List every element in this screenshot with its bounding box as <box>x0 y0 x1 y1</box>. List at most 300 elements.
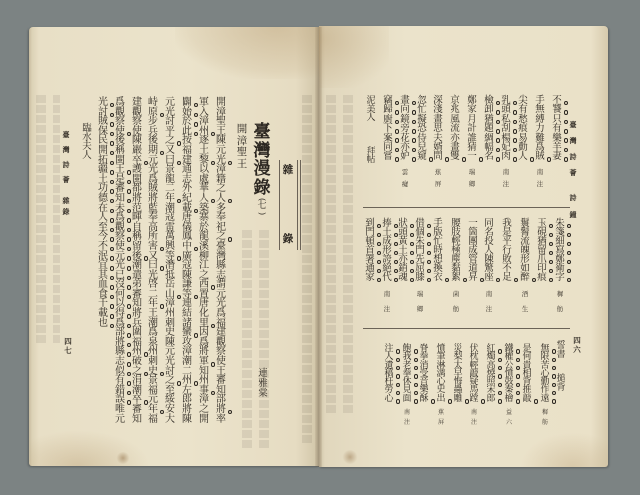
glyph: 光 <box>216 298 226 310</box>
article-title <box>251 123 273 197</box>
glyph: 昇 <box>466 273 480 282</box>
glyph: 福 <box>148 413 158 425</box>
tier-divider-lower <box>363 328 570 329</box>
poem-line <box>538 345 552 403</box>
glyph: 酥 <box>417 395 431 403</box>
glyph: 淺 <box>433 104 443 116</box>
glyph: 福 <box>148 384 158 396</box>
glyph: 蹚 <box>467 395 481 403</box>
glyph: 同 <box>484 218 494 229</box>
glyph: 將 <box>115 336 125 348</box>
poem-line <box>520 345 534 403</box>
topic-title-first <box>554 342 568 360</box>
glyph: 人 <box>199 192 209 204</box>
poet-name <box>400 408 414 428</box>
glyph: 投 <box>484 236 494 247</box>
glyph: 鐘 <box>569 210 577 219</box>
poet-name <box>553 287 567 317</box>
glyph: 兒 <box>417 141 427 153</box>
glyph: 箇 <box>468 227 478 238</box>
glyph: 拳 <box>419 352 429 363</box>
glyph: 護 <box>132 164 142 176</box>
glyph: 平 <box>502 236 512 247</box>
glyph: 易 <box>518 132 528 144</box>
glyph: 疑 <box>469 377 479 388</box>
glyph: 山 <box>165 288 175 300</box>
glyph: 賊 <box>533 152 547 161</box>
glyph: 州 <box>199 125 209 137</box>
glyph: 建 <box>182 154 192 166</box>
glyph: 帖 <box>366 155 376 165</box>
glyph: 爲 <box>216 308 226 320</box>
glyph: 門 <box>363 228 377 237</box>
poem-line <box>415 96 429 162</box>
glyph: 龍 <box>165 173 175 185</box>
glyph: 軍 <box>199 356 209 368</box>
running-header-publication <box>60 127 72 187</box>
poem-line <box>382 345 396 403</box>
glyph: 漳 <box>199 116 209 128</box>
glyph: 拓 <box>98 154 108 166</box>
glyph: 王 <box>115 164 125 176</box>
poem-line <box>484 345 498 403</box>
glyph: 人 <box>98 212 108 224</box>
glyph: 審 <box>132 404 142 415</box>
poem-line <box>431 96 445 162</box>
glyph: 西 <box>199 279 209 291</box>
glyph: 稿 <box>382 370 396 378</box>
show-through-text <box>326 95 360 415</box>
glyph: 光 <box>115 260 125 272</box>
glyph: 將 <box>216 404 226 415</box>
glyph: 其 <box>98 269 108 281</box>
glyph: 臺 <box>62 130 70 139</box>
glyph: 注 <box>403 419 410 426</box>
glyph: 州 <box>199 375 209 387</box>
glyph: 瑞 <box>416 290 424 298</box>
glyph: 檜 <box>502 395 516 403</box>
glyph: 後 <box>148 135 158 147</box>
glyph: 衛 <box>553 264 567 273</box>
glyph: 限 <box>538 353 552 361</box>
glyph: 誓 <box>556 341 566 351</box>
glyph: 作 <box>538 386 552 394</box>
glyph: 遣 <box>132 269 142 281</box>
poem-line <box>550 96 564 162</box>
glyph: 部 <box>115 327 125 339</box>
glyph: 元 <box>165 97 175 108</box>
glyph: 陳 <box>182 413 192 425</box>
glyph: 痕 <box>518 123 528 135</box>
glyph: ( <box>257 197 267 202</box>
glyph: 鄭 <box>553 255 567 264</box>
glyph: 雕 <box>451 395 465 403</box>
glyph: 將 <box>148 192 158 204</box>
glyph: 安 <box>165 404 175 415</box>
glyph: 鐵 <box>502 345 516 353</box>
glyph: 闢 <box>182 97 192 108</box>
glyph: 舫 <box>556 305 564 313</box>
glyph: 紅 <box>484 345 498 353</box>
glyph: 太 <box>453 360 463 371</box>
glyph: 察 <box>132 116 142 128</box>
glyph: 魄 <box>520 245 530 256</box>
show-through-text <box>36 95 60 345</box>
glyph: 屏 <box>437 419 444 426</box>
glyph: 六 <box>505 419 512 426</box>
glyph: 爲 <box>199 336 209 348</box>
glyph: 益 <box>505 409 512 416</box>
glyph: 巖 <box>132 144 142 156</box>
glyph: 南 <box>470 409 477 416</box>
glyph: 連 <box>182 298 192 310</box>
glyph: 名 <box>482 152 496 161</box>
glyph: 觀 <box>216 336 226 348</box>
glyph: 土 <box>98 173 108 185</box>
glyph: 心 <box>382 395 396 403</box>
glyph: 婿 <box>433 141 443 153</box>
glyph: 率 <box>216 413 226 425</box>
poem-line <box>431 219 445 282</box>
glyph: 漫 <box>253 159 271 179</box>
glyph: 月 <box>467 113 477 125</box>
glyph: 貴 <box>522 360 532 371</box>
glyph: 幅 <box>482 143 496 152</box>
glyph: 鬌 <box>520 227 530 238</box>
glyph: 連 <box>258 368 268 379</box>
glyph: 結 <box>182 308 192 320</box>
glyph: 元 <box>115 413 125 425</box>
glyph: 逐 <box>199 135 209 147</box>
glyph: 高 <box>148 221 158 233</box>
poet-name <box>467 408 481 428</box>
glyph: 注 <box>502 180 510 188</box>
glyph: 鳳 <box>182 231 192 243</box>
glyph: 字 <box>553 273 567 282</box>
glyph: 敲 <box>469 368 479 379</box>
glyph: 南 <box>383 290 391 298</box>
glyph: 照 <box>484 378 498 386</box>
glyph: 功 <box>98 183 108 195</box>
glyph: 王 <box>236 157 248 170</box>
body-column <box>113 98 127 424</box>
glyph: 已 <box>115 269 125 281</box>
glyph: 又 <box>165 144 175 156</box>
glyph: 同 <box>381 143 395 152</box>
glyph: 縣 <box>115 346 125 358</box>
glyph: 紀 <box>182 192 192 204</box>
glyph: 期 <box>148 144 158 156</box>
book-spine-gutter <box>315 27 322 467</box>
article-author <box>256 369 270 399</box>
poet-name <box>482 287 496 317</box>
glyph: 審 <box>216 375 226 387</box>
glyph: 知 <box>216 384 226 396</box>
glyph: 知 <box>132 298 142 310</box>
glyph: 馬 <box>469 385 479 396</box>
glyph: 陳 <box>484 254 494 265</box>
glyph: 檢 <box>482 96 496 105</box>
glyph: 大 <box>165 413 175 425</box>
glyph: 觀 <box>115 106 125 118</box>
glyph: 鬟 <box>520 218 530 229</box>
glyph: 妃 <box>499 143 513 152</box>
glyph: 筆 <box>436 352 446 363</box>
glyph: 二 <box>182 365 192 377</box>
glyph: 魂 <box>396 273 410 282</box>
glyph: 南 <box>403 409 410 416</box>
glyph: 奉 <box>216 212 226 224</box>
glyph: 察 <box>115 231 125 243</box>
glyph: 奉 <box>148 212 158 224</box>
glyph: 泉 <box>148 336 158 348</box>
glyph: 人 <box>484 245 494 256</box>
glyph: 人 <box>382 353 396 361</box>
glyph: 志 <box>115 356 125 368</box>
glyph: 之 <box>199 404 209 415</box>
glyph: 心 <box>538 370 552 378</box>
glyph: 背 <box>522 377 532 388</box>
glyph: 深 <box>433 95 443 106</box>
glyph: 動 <box>518 141 528 153</box>
glyph: 光 <box>165 106 175 118</box>
body-column <box>180 98 194 424</box>
glyph: 郎 <box>484 395 498 403</box>
glyph: 留 <box>535 246 549 255</box>
glyph: 忙 <box>417 104 427 116</box>
glyph: 有 <box>550 124 564 133</box>
glyph: 陳 <box>182 269 192 281</box>
glyph: 署 <box>363 255 377 264</box>
topic-title-second <box>554 375 568 393</box>
glyph: 生 <box>521 305 529 313</box>
glyph: 於 <box>182 116 192 128</box>
poem-line <box>535 219 549 282</box>
glyph: 蕉 <box>434 168 442 176</box>
glyph: 千 <box>98 298 108 310</box>
glyph: 雲 <box>401 168 409 176</box>
glyph: 也 <box>98 317 108 329</box>
glyph: 唯 <box>115 404 125 415</box>
glyph: 題 <box>482 124 496 133</box>
glyph: 弟 <box>132 279 142 291</box>
glyph: 二 <box>165 183 175 195</box>
glyph: 燭 <box>484 353 498 361</box>
glyph: 擬 <box>417 113 427 125</box>
glyph: 州 <box>148 346 158 358</box>
glyph: 史 <box>436 385 446 396</box>
glyph: 宜 <box>98 260 108 272</box>
glyph: 手 <box>535 95 545 106</box>
glyph: 元 <box>216 288 226 300</box>
glyph: 無 <box>535 104 545 116</box>
glyph: 保 <box>98 125 108 137</box>
glyph: 爲 <box>115 212 125 224</box>
glyph: 漳 <box>216 106 226 118</box>
glyph: 誤 <box>115 394 125 406</box>
glyph: 見 <box>400 386 414 394</box>
glyph: 四 <box>64 337 72 346</box>
glyph: 瑞 <box>468 168 476 176</box>
running-header-publication <box>567 117 579 181</box>
glyph: 察 <box>115 116 125 128</box>
poet-name <box>431 166 445 190</box>
glyph: 廚 <box>381 115 395 124</box>
glyph: 潮 <box>132 384 142 396</box>
glyph: 塵 <box>451 254 461 265</box>
glyph: 柳 <box>199 250 209 262</box>
glyph: 衣 <box>431 273 445 282</box>
glyph: 膝 <box>413 273 427 282</box>
glyph: 害 <box>148 240 158 252</box>
section-label-left-rule <box>279 160 280 250</box>
glyph: 之 <box>216 231 226 243</box>
glyph: 早 <box>453 368 463 379</box>
glyph: 寇 <box>165 212 175 224</box>
glyph: 不 <box>98 240 108 252</box>
glyph: 德 <box>98 192 108 204</box>
glyph: 箋 <box>553 228 567 237</box>
glyph: 在 <box>98 202 108 214</box>
glyph: 得 <box>115 308 125 320</box>
glyph: 畫 <box>433 113 443 125</box>
glyph: 載 <box>98 308 108 320</box>
glyph: 觀 <box>132 106 142 118</box>
glyph: 銷 <box>396 264 410 273</box>
glyph: 後 <box>132 250 142 262</box>
glyph: 人 <box>366 113 376 123</box>
glyph: 拜 <box>366 147 376 157</box>
glyph: 灣 <box>216 250 226 262</box>
glyph: 美 <box>366 104 376 115</box>
glyph: 土 <box>199 144 209 156</box>
glyph: 脊 <box>419 344 429 354</box>
glyph: 州 <box>165 308 175 320</box>
glyph: 王 <box>216 365 226 377</box>
glyph: 何 <box>115 288 125 300</box>
glyph: 留 <box>132 240 142 252</box>
glyph: 臺 <box>569 120 577 129</box>
glyph: 門 <box>413 246 427 255</box>
glyph: 私 <box>499 115 513 124</box>
glyph: 亦 <box>450 132 460 144</box>
glyph: 借 <box>413 219 427 228</box>
glyph: 建 <box>132 97 142 108</box>
glyph: 南 <box>485 290 493 298</box>
glyph: 通 <box>182 164 192 176</box>
glyph: 不 <box>502 263 512 274</box>
glyph: 知 <box>132 413 142 425</box>
poet-name <box>465 166 479 190</box>
glyph: 鄭 <box>467 95 477 106</box>
glyph: 屈 <box>413 264 427 273</box>
glyph: 於 <box>199 221 209 233</box>
glyph: 難 <box>535 132 545 144</box>
glyph: 人 <box>516 152 530 161</box>
poem-line <box>381 96 395 162</box>
glyph: 相 <box>522 368 532 379</box>
body-column <box>146 98 160 424</box>
glyph: 絕 <box>380 264 394 273</box>
poem-line <box>518 219 532 282</box>
glyph: 捧 <box>380 219 394 228</box>
glyph: 絮 <box>449 273 463 282</box>
glyph: 觀 <box>115 221 125 233</box>
body-column <box>130 98 144 424</box>
glyph: 綢 <box>482 134 496 143</box>
glyph: 諸 <box>182 317 192 329</box>
glyph: 計 <box>467 123 477 135</box>
glyph: 權 <box>502 353 516 361</box>
glyph: 之 <box>216 183 226 195</box>
page-number <box>62 338 74 355</box>
glyph: 力 <box>535 123 545 135</box>
glyph: 南 <box>502 168 510 176</box>
glyph: 潮 <box>132 260 142 272</box>
glyph: 菌 <box>452 290 460 298</box>
poet-name <box>533 166 547 190</box>
glyph: 黏 <box>451 263 461 274</box>
glyph: 聖 <box>216 116 226 128</box>
glyph: 岳 <box>165 279 175 291</box>
glyph: 爪 <box>535 255 549 264</box>
glyph: 等 <box>182 288 192 300</box>
glyph: 光 <box>216 154 226 166</box>
glyph: 遺 <box>382 362 396 370</box>
poem-line <box>533 96 547 162</box>
glyph: 宋 <box>484 386 498 394</box>
glyph: 爲 <box>148 173 158 185</box>
glyph: 乳 <box>499 96 513 105</box>
glyph: 足 <box>500 273 514 282</box>
glyph: 元 <box>148 394 158 406</box>
glyph: 我 <box>400 353 414 361</box>
glyph: 將 <box>199 346 209 358</box>
glyph: 夫 <box>433 132 443 144</box>
glyph: 漳 <box>236 134 248 147</box>
glyph: 軍 <box>199 97 209 108</box>
glyph: 因 <box>199 327 209 339</box>
glyph: 華 <box>199 183 209 195</box>
glyph: 梨 <box>453 352 463 363</box>
glyph: 儀 <box>182 221 192 233</box>
poem-line <box>434 345 448 403</box>
glyph: 寇 <box>182 260 192 272</box>
glyph: 頓 <box>363 237 377 246</box>
glyph: 稱 <box>132 231 142 243</box>
poem-line <box>466 219 480 282</box>
glyph: 都 <box>132 183 142 195</box>
glyph: 想 <box>433 254 443 265</box>
glyph: 忙 <box>433 236 443 247</box>
glyph: 年 <box>148 298 158 310</box>
glyph: 問 <box>431 152 445 161</box>
glyph: 縛 <box>535 113 545 125</box>
glyph: 人 <box>216 192 226 204</box>
glyph: 謂 <box>216 279 226 291</box>
glyph: 向 <box>398 105 412 114</box>
glyph: 侍 <box>417 132 427 144</box>
glyph: 休 <box>400 378 414 386</box>
glyph: 樂 <box>550 134 564 143</box>
glyph: 痕 <box>535 273 549 282</box>
glyph: 陳 <box>132 135 142 147</box>
glyph: 搥 <box>556 374 566 384</box>
glyph: 後 <box>115 135 125 147</box>
glyph: 錄 <box>253 177 271 198</box>
glyph: 綏 <box>165 394 175 406</box>
glyph: 州 <box>132 346 142 358</box>
